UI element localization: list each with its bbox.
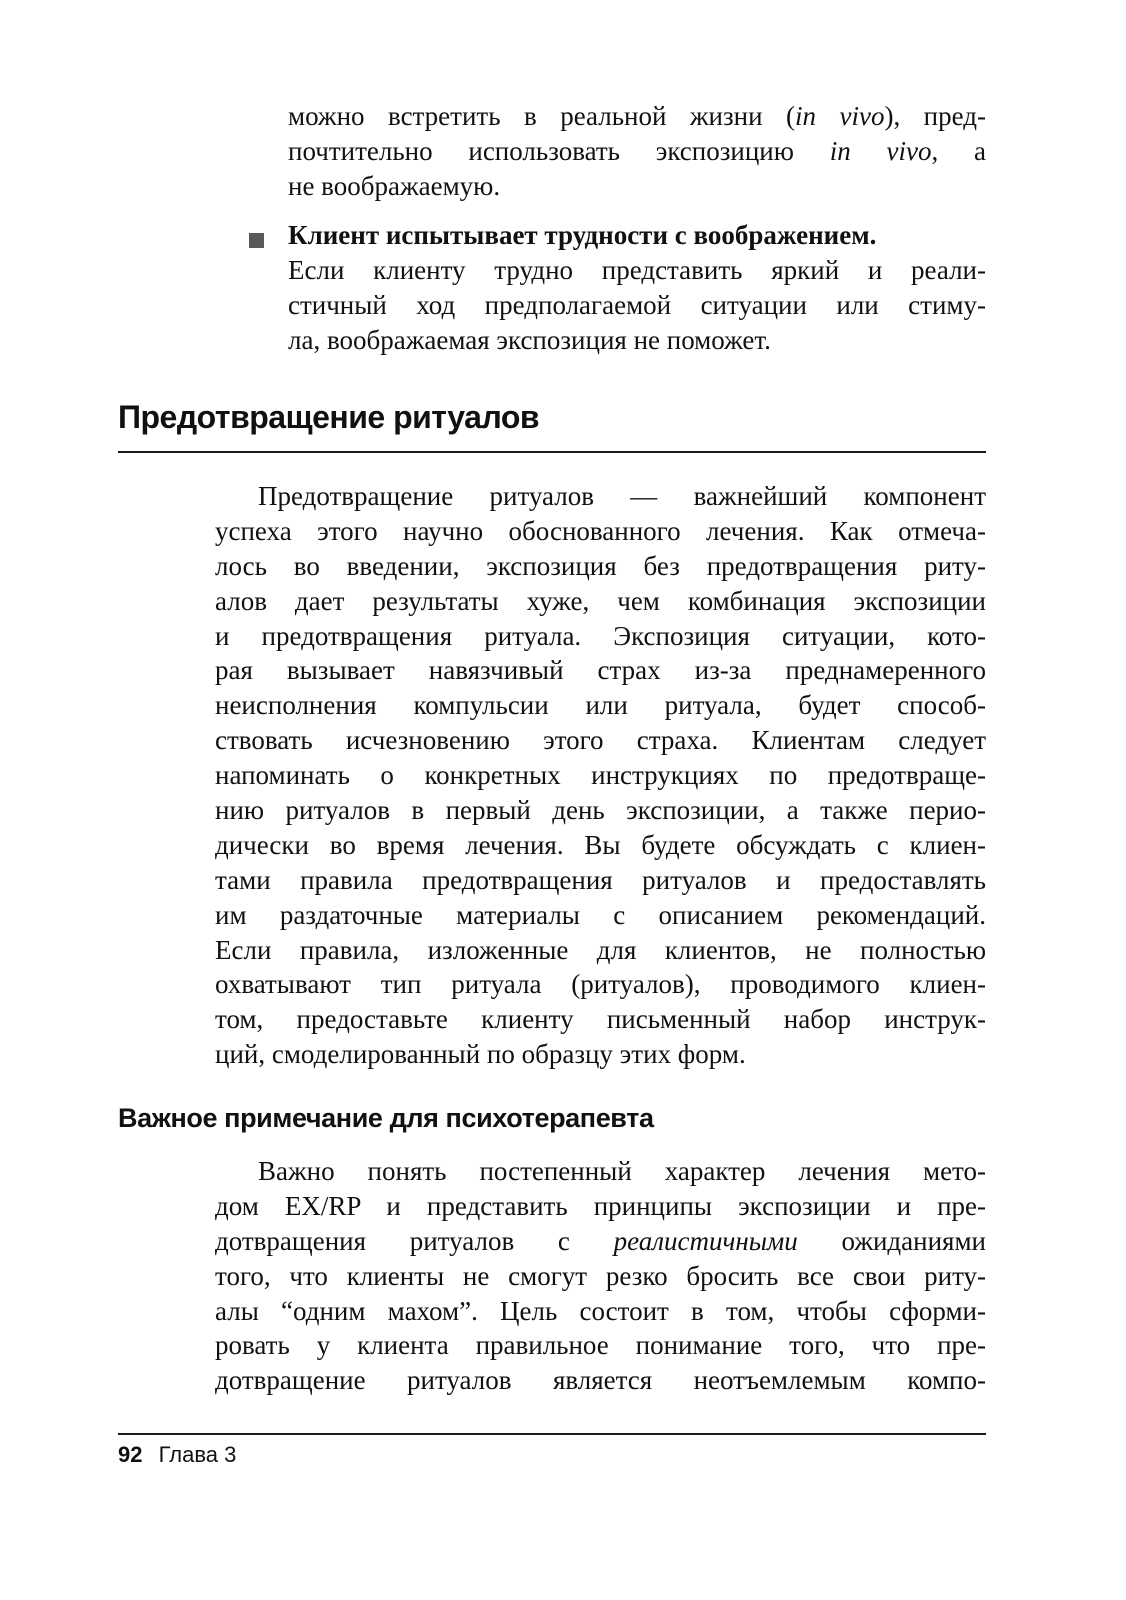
text-line: дотвращение ритуалов является неотъемлемым компо- bbox=[215, 1365, 986, 1396]
text-line: Если правила, изложенные для клиентов, не полностью bbox=[215, 934, 986, 965]
text-line: и предотвращения ритуала. Экспозиция ситуации, кото- bbox=[215, 620, 986, 651]
section-rule bbox=[118, 451, 986, 453]
text-line: того, что клиенты не смогут резко бросить все свои риту- bbox=[215, 1260, 986, 1291]
section2-body bbox=[215, 1154, 986, 1398]
text-line: напоминать о конкретных инструкциях по предотвраще- bbox=[215, 760, 986, 791]
text-line: можно встретить в реальной жизни (in vivo), пред- bbox=[288, 101, 986, 131]
text-line: тами правила предотвращения ритуалов и предоставлять bbox=[215, 864, 986, 895]
text-line: охватывают тип ритуала (ритуалов), проводимого клиен- bbox=[215, 969, 986, 1000]
text-line: дотвращения ритуалов с реалистичными ожиданиями bbox=[215, 1225, 986, 1256]
text-line: им раздаточные материалы с описанием рекомендаций. bbox=[215, 899, 986, 930]
subsection-title: Важное примечание для психотерапевта bbox=[118, 1103, 654, 1133]
text-line: стичный ход предполагаемой ситуации или стиму- bbox=[288, 289, 986, 320]
text-line: Предотвращение ритуалов — важнейший компонент bbox=[258, 481, 986, 511]
text-line: том, предоставьте клиенту письменный набор инструк- bbox=[215, 1004, 986, 1035]
section-title: Предотвращение ритуалов bbox=[118, 399, 540, 435]
text-line: ровать у клиента правильное понимание того, что пре- bbox=[215, 1330, 986, 1361]
text-line: ций, смоделированный по образцу этих форм. bbox=[215, 1039, 746, 1070]
text-line: неисполнения компульсии или ритуала, будет способ- bbox=[215, 690, 986, 721]
text-line: нию ритуалов в первый день экспозиции, а также перио- bbox=[215, 795, 986, 826]
text-line: алы “одним махом”. Цель состоит в том, чтобы сформи- bbox=[215, 1295, 986, 1326]
text-line: ла, воображаемая экспозиция не поможет. bbox=[288, 324, 771, 355]
bullet-heading: Клиент испытывает трудности с воображением. bbox=[288, 220, 877, 250]
text-line: не воображаемую. bbox=[288, 170, 501, 201]
bullet-item bbox=[288, 218, 986, 358]
text-line: Если клиенту трудно представить яркий и реали- bbox=[288, 254, 986, 285]
page-footer bbox=[118, 1442, 236, 1468]
top-paragraph bbox=[288, 99, 986, 204]
text-line: Важно понять постепенный характер лечения мето- bbox=[258, 1156, 986, 1186]
text-line: ствовать исчезновению этого страха. Клиентам следует bbox=[215, 725, 986, 756]
footer-rule bbox=[118, 1433, 986, 1435]
text-line: алов дает результаты хуже, чем комбинация экспозиции bbox=[215, 585, 986, 616]
text-line: почтительно использовать экспозицию in vivo, а bbox=[288, 135, 986, 166]
text-line: успеха этого научно обоснованного лечения. Как отмеча- bbox=[215, 515, 986, 546]
page-number: 92 bbox=[118, 1442, 143, 1467]
bullet-square-icon bbox=[249, 233, 264, 248]
text-line: рая вызывает навязчивый страх из-за преднамеренного bbox=[215, 655, 986, 686]
chapter-label: Глава 3 bbox=[158, 1442, 237, 1467]
text-line: дом EX/RP и представить принципы экспозиции и пре- bbox=[215, 1190, 986, 1221]
section1-body bbox=[215, 479, 986, 1072]
text-line: лось во введении, экспозиция без предотвращения риту- bbox=[215, 550, 986, 581]
text-line: дически во время лечения. Вы будете обсуждать с клиен- bbox=[215, 829, 986, 860]
